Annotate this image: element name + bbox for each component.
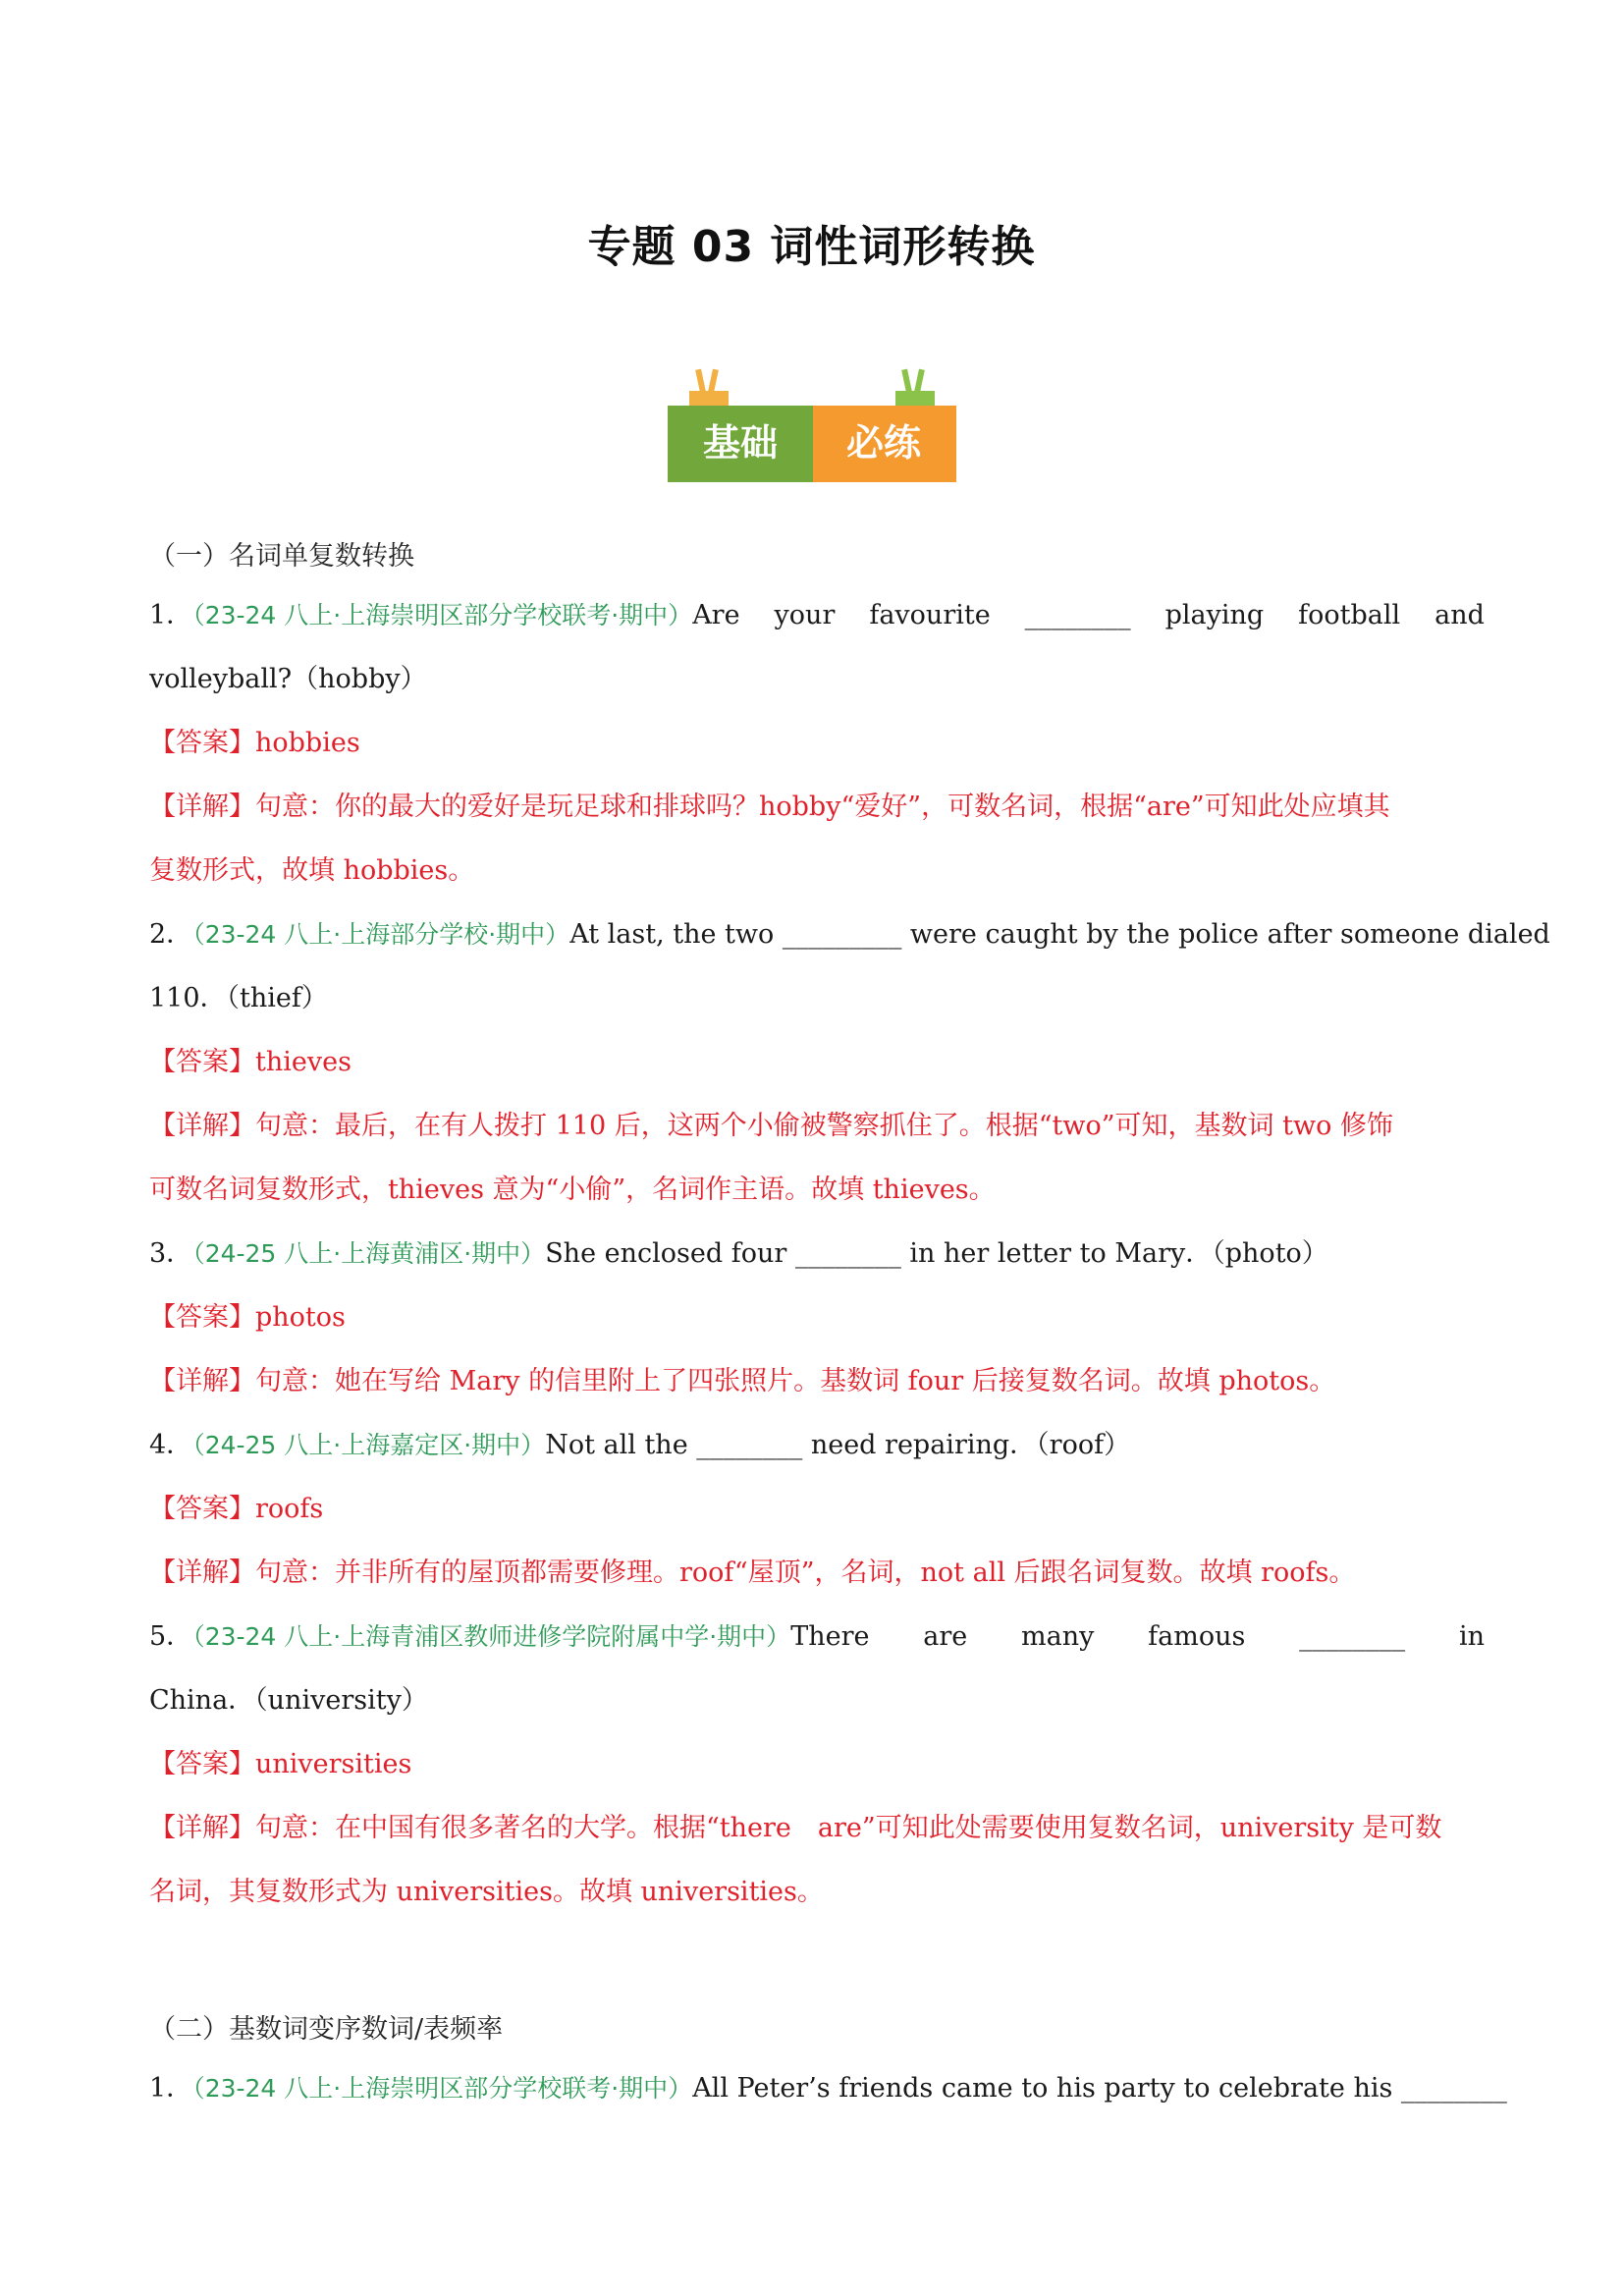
banner-right-label: 必练: [845, 421, 922, 465]
answer-blank: ________: [1299, 1621, 1406, 1652]
question-word: football: [1298, 600, 1401, 630]
answer-2: 【答案】thieves: [149, 1047, 352, 1077]
section-heading: （二）基数词变序数词/表频率: [149, 2014, 504, 2045]
page-title: 专题 03 词性词形转换: [587, 222, 1036, 272]
detail-1-line-1: 【详解】句意：你的最大的爱好是玩足球和排球吗？hobby“爱好”，可数名词，根据“are”可知此处应填其: [149, 792, 1390, 822]
detail-3-line-1: 【详解】句意：她在写给 Mary 的信里附上了四张照片。基数词 four 后接复数名词。故填 photos。: [149, 1366, 1336, 1396]
section-heading: （一）名词单复数转换: [149, 541, 414, 572]
question-word: playing: [1164, 600, 1265, 630]
answer-5: 【答案】universities: [149, 1749, 412, 1779]
answer-3: 【答案】photos: [149, 1302, 346, 1333]
question-5-line-2: China．（university）: [149, 1685, 428, 1716]
question-word: favourite: [869, 600, 991, 630]
question-number: 1．: [149, 600, 193, 630]
question-2-line-1: 2．（23-24 八上·上海部分学校·期中）At last, the two _________ were caught by the police after someone dialed: [149, 919, 1550, 950]
detail-2-line-1: 【详解】句意：最后，在有人拨打 110 后，这两个小偷被警察抓住了。根据“two”可知，基数词 two 修饰: [149, 1111, 1393, 1141]
question-source: （23-24 八上·上海部分学校·期中）: [192, 920, 570, 949]
question-source: （23-24 八上·上海崇明区部分学校联考·期中）: [192, 601, 693, 629]
question-1-line-1: [149, 598, 1485, 633]
question-5-line-1: 5．（23-24 八上·上海青浦区教师进修学院附属中学·期中）There are many famous ________ in: [149, 1619, 1485, 1655]
answer-4: 【答案】roofs: [149, 1494, 324, 1524]
detail-2-line-2: 可数名词复数形式，thieves 意为“小偷”，名词作主语。故填 thieves。: [149, 1175, 996, 1205]
detail-4-line-1: 【详解】句意：并非所有的屋顶都需要修理。roof“屋顶”，名词，not all 后跟名词复数。故填 roofs。: [149, 1558, 1356, 1588]
section-banner: [666, 361, 958, 486]
banner-left-label: 基础: [702, 421, 779, 465]
question-1-line-2: volleyball?（hobby）: [149, 664, 427, 694]
question-4-line-1: 4．（24-25 八上·上海嘉定区·期中）Not all the ________ need repairing．（roof）: [149, 1430, 1131, 1460]
answer-blank: ________: [1024, 600, 1131, 630]
answer-1: 【答案】hobbies: [149, 728, 360, 758]
question-word: and: [1434, 600, 1485, 630]
question-source: （23-24 八上·上海青浦区教师进修学院附属中学·期中）: [192, 1622, 791, 1651]
detail-5-line-1: 【详解】句意：在中国有很多著名的大学。根据“there are”可知此处需要使用复数名词，university 是可数: [149, 1813, 1442, 1843]
question-source: （24-25 八上·上海黄浦区·期中）: [192, 1239, 546, 1268]
question-word: Are: [692, 600, 740, 630]
question-word: your: [774, 600, 836, 630]
detail-5-line-2: 名词，其复数形式为 universities。故填 universities。: [149, 1877, 824, 1907]
question-source: （24-25 八上·上海嘉定区·期中）: [192, 1431, 546, 1459]
question-6-line-1: 1．（23-24 八上·上海崇明区部分学校联考·期中）All Peter’s friends came to his party to celebrate his ________: [149, 2073, 1507, 2104]
detail-1-line-2: 复数形式，故填 hobbies。: [149, 855, 475, 886]
question-2-line-2: 110．（thief）: [149, 983, 328, 1013]
question-3-line-1: 3．（24-25 八上·上海黄浦区·期中）She enclosed four ________ in her letter to Mary．（photo）: [149, 1238, 1328, 1269]
question-source: （23-24 八上·上海崇明区部分学校联考·期中）: [192, 2074, 693, 2103]
